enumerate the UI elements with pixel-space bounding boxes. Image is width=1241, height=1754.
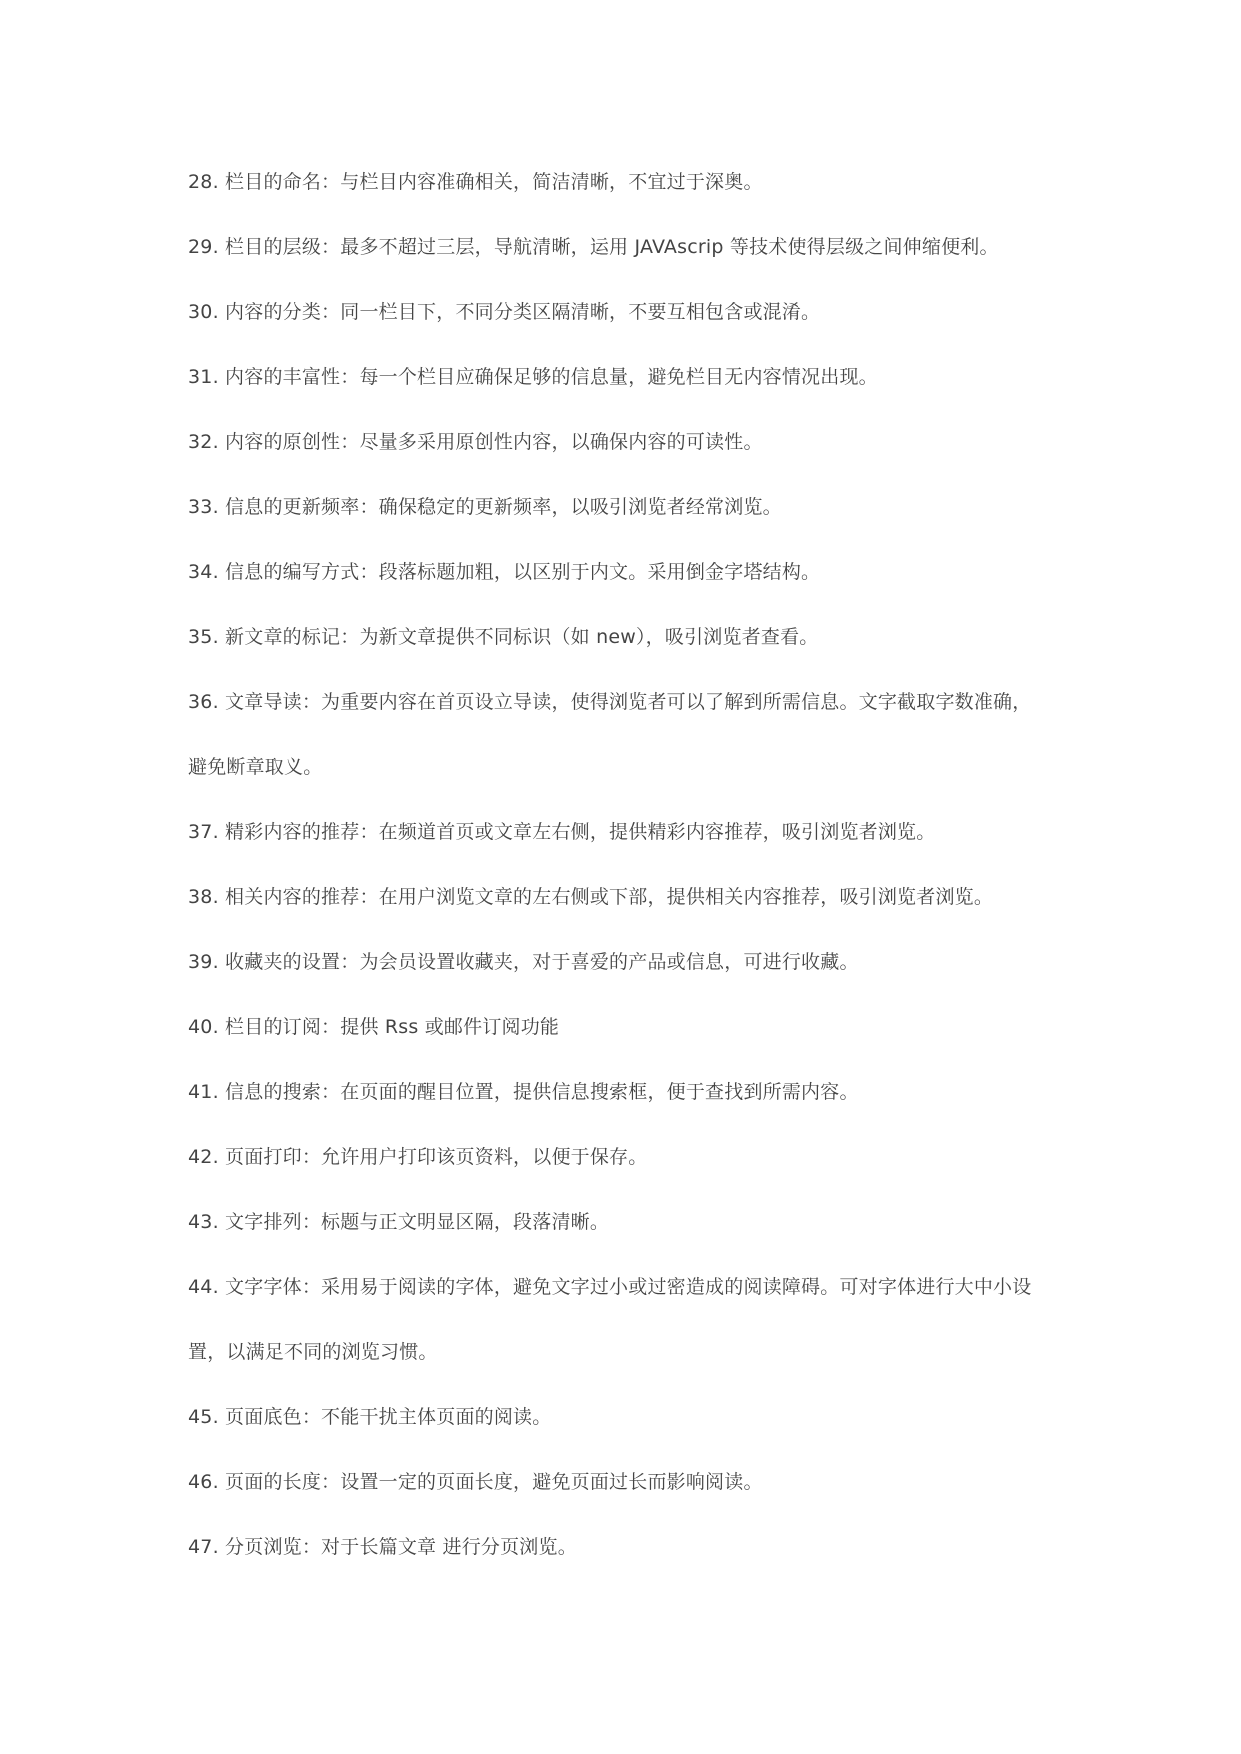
text-line: 46. 页面的长度：设置一定的页面长度，避免页面过长而影响阅读。 [188, 1471, 763, 1493]
text-line: 34. 信息的编写方式：段落标题加粗，以区别于内文。采用倒金字塔结构。 [188, 561, 821, 583]
document-body [188, 169, 1068, 1599]
text-line: 37. 精彩内容的推荐：在频道首页或文章左右侧，提供精彩内容推荐，吸引浏览者浏览。 [188, 821, 936, 843]
text-line: 42. 页面打印：允许用户打印该页资料，以便于保存。 [188, 1146, 648, 1168]
text-line: 41. 信息的搜索：在页面的醒目位置，提供信息搜索框，便于查找到所需内容。 [188, 1081, 859, 1103]
text-line: 44. 文字字体：采用易于阅读的字体，避免文字过小或过密造成的阅读障碍。可对字体进行大中小设 [188, 1276, 1032, 1298]
text-line: 30. 内容的分类：同一栏目下，不同分类区隔清晰，不要互相包含或混淆。 [188, 301, 821, 323]
text-line: 29. 栏目的层级：最多不超过三层，导航清晰，运用 JAVAscrip 等技术使得层级之间伸缩便利。 [188, 236, 999, 258]
text-line: 36. 文章导读：为重要内容在首页设立导读，使得浏览者可以了解到所需信息。文字截取字数准确， [188, 691, 1032, 713]
text-line: 28. 栏目的命名：与栏目内容准确相关，简洁清晰，不宜过于深奥。 [188, 171, 763, 193]
text-line: 31. 内容的丰富性：每一个栏目应确保足够的信息量，避免栏目无内容情况出现。 [188, 366, 878, 388]
text-line: 32. 内容的原创性：尽量多采用原创性内容，以确保内容的可读性。 [188, 431, 763, 453]
text-line: 40. 栏目的订阅：提供 Rss 或邮件订阅功能 [188, 1016, 560, 1038]
text-line: 33. 信息的更新频率：确保稳定的更新频率，以吸引浏览者经常浏览。 [188, 496, 782, 518]
text-line: 45. 页面底色：不能干扰主体页面的阅读。 [188, 1406, 552, 1428]
text-line-continuation: 置，以满足不同的浏览习惯。 [188, 1341, 438, 1363]
text-line: 35. 新文章的标记：为新文章提供不同标识（如 new），吸引浏览者查看。 [188, 626, 819, 648]
text-line-continuation: 避免断章取义。 [188, 756, 323, 778]
text-line: 43. 文字排列：标题与正文明显区隔，段落清晰。 [188, 1211, 610, 1233]
text-line: 47. 分页浏览：对于长篇文章 进行分页浏览。 [188, 1536, 577, 1558]
text-line: 39. 收藏夹的设置：为会员设置收藏夹，对于喜爱的产品或信息，可进行收藏。 [188, 951, 859, 973]
text-line: 38. 相关内容的推荐：在用户浏览文章的左右侧或下部，提供相关内容推荐，吸引浏览者浏览。 [188, 886, 994, 908]
